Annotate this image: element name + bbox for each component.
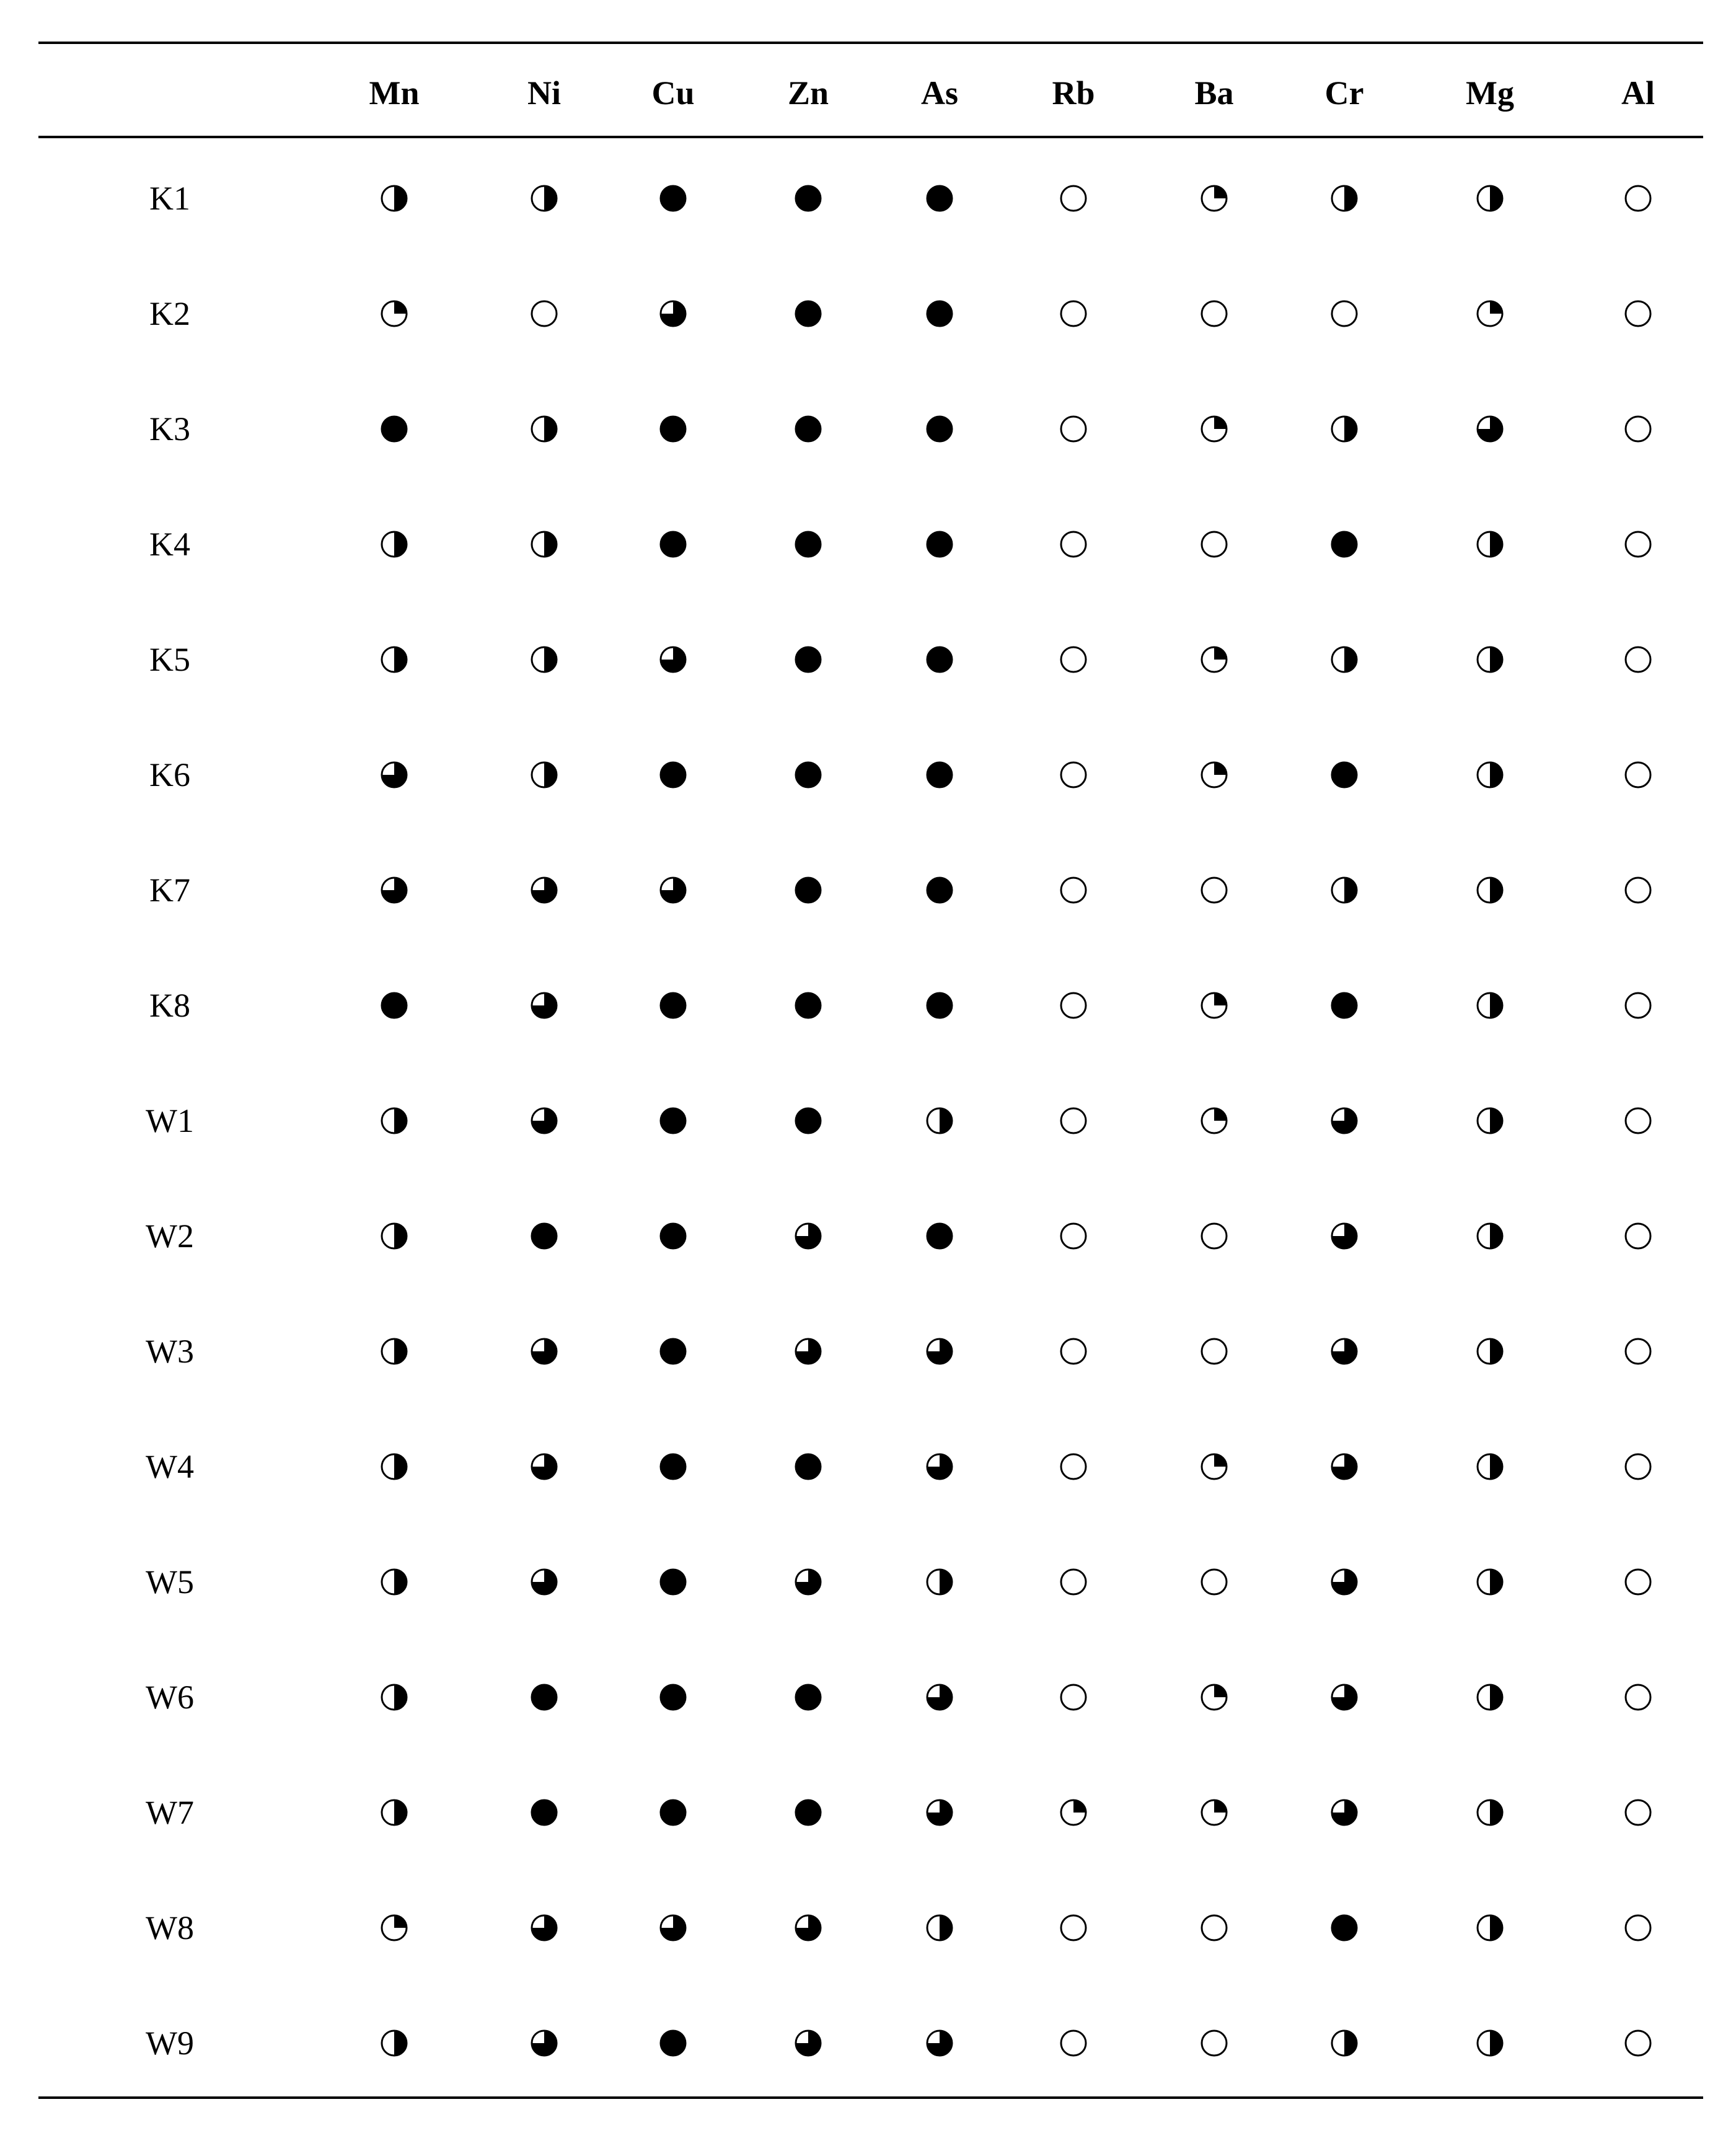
three-quarter-circle-icon bbox=[794, 1222, 822, 1250]
half-circle-icon bbox=[1330, 415, 1359, 443]
three-quarter-circle-icon bbox=[925, 1337, 954, 1366]
full-circle-icon bbox=[1330, 1914, 1359, 1942]
half-circle-icon bbox=[380, 1798, 408, 1827]
full-circle-icon bbox=[380, 415, 408, 443]
empty-circle-icon bbox=[1059, 761, 1088, 789]
three-quarter-circle-icon bbox=[794, 1914, 822, 1942]
three-quarter-circle-icon bbox=[659, 645, 687, 674]
empty-circle-icon bbox=[1200, 876, 1228, 904]
full-circle-icon bbox=[659, 1222, 687, 1250]
quarter-circle-icon bbox=[1059, 1798, 1088, 1827]
empty-circle-icon bbox=[1624, 184, 1652, 213]
empty-circle-icon bbox=[1624, 1452, 1652, 1481]
full-circle-icon bbox=[925, 761, 954, 789]
empty-circle-icon bbox=[1624, 2029, 1652, 2057]
three-quarter-circle-icon bbox=[925, 2029, 954, 2057]
three-quarter-circle-icon bbox=[1476, 415, 1504, 443]
empty-circle-icon bbox=[1059, 1222, 1088, 1250]
full-circle-icon bbox=[659, 1683, 687, 1711]
row-label: K2 bbox=[149, 295, 190, 332]
column-header-cr: Cr bbox=[1324, 74, 1364, 112]
row-label: W4 bbox=[146, 1448, 194, 1485]
half-circle-icon bbox=[380, 1452, 408, 1481]
empty-circle-icon bbox=[1624, 530, 1652, 559]
half-circle-icon bbox=[1476, 1568, 1504, 1596]
half-circle-icon bbox=[1330, 2029, 1359, 2057]
three-quarter-circle-icon bbox=[1330, 1568, 1359, 1596]
empty-circle-icon bbox=[1059, 184, 1088, 213]
empty-circle-icon bbox=[1059, 1914, 1088, 1942]
full-circle-icon bbox=[794, 761, 822, 789]
empty-circle-icon bbox=[1059, 1106, 1088, 1135]
full-circle-icon bbox=[659, 991, 687, 1020]
empty-circle-icon bbox=[1624, 1568, 1652, 1596]
full-circle-icon bbox=[659, 1337, 687, 1366]
row-label: K5 bbox=[149, 641, 190, 678]
half-circle-icon bbox=[1476, 1914, 1504, 1942]
full-circle-icon bbox=[794, 299, 822, 328]
row-label: K7 bbox=[149, 872, 190, 909]
quarter-circle-icon bbox=[1200, 761, 1228, 789]
full-circle-icon bbox=[659, 1798, 687, 1827]
three-quarter-circle-icon bbox=[1330, 1683, 1359, 1711]
full-circle-icon bbox=[1330, 991, 1359, 1020]
three-quarter-circle-icon bbox=[925, 1798, 954, 1827]
full-circle-icon bbox=[659, 415, 687, 443]
row-label: W1 bbox=[146, 1102, 194, 1139]
three-quarter-circle-icon bbox=[659, 1914, 687, 1942]
half-circle-icon bbox=[380, 645, 408, 674]
column-header-rb: Rb bbox=[1052, 74, 1095, 112]
three-quarter-circle-icon bbox=[925, 1452, 954, 1481]
empty-circle-icon bbox=[1624, 876, 1652, 904]
empty-circle-icon bbox=[1624, 1683, 1652, 1711]
empty-circle-icon bbox=[1059, 1683, 1088, 1711]
quarter-circle-icon bbox=[1200, 415, 1228, 443]
full-circle-icon bbox=[925, 415, 954, 443]
empty-circle-icon bbox=[1059, 991, 1088, 1020]
quarter-circle-icon bbox=[1200, 184, 1228, 213]
half-circle-icon bbox=[530, 530, 558, 559]
row-label: W6 bbox=[146, 1679, 194, 1716]
half-circle-icon bbox=[1476, 761, 1504, 789]
column-header-zn: Zn bbox=[787, 74, 829, 112]
empty-circle-icon bbox=[1059, 645, 1088, 674]
three-quarter-circle-icon bbox=[1330, 1798, 1359, 1827]
empty-circle-icon bbox=[1330, 299, 1359, 328]
half-circle-icon bbox=[380, 1106, 408, 1135]
half-circle-icon bbox=[925, 1106, 954, 1135]
quarter-circle-icon bbox=[1200, 645, 1228, 674]
three-quarter-circle-icon bbox=[659, 876, 687, 904]
empty-circle-icon bbox=[1200, 1222, 1228, 1250]
full-circle-icon bbox=[794, 1798, 822, 1827]
quarter-circle-icon bbox=[1200, 991, 1228, 1020]
half-circle-icon bbox=[1476, 645, 1504, 674]
quarter-circle-icon bbox=[380, 299, 408, 328]
full-circle-icon bbox=[530, 1222, 558, 1250]
three-quarter-circle-icon bbox=[530, 1914, 558, 1942]
empty-circle-icon bbox=[1200, 1568, 1228, 1596]
quarter-circle-icon bbox=[380, 1914, 408, 1942]
three-quarter-circle-icon bbox=[1330, 1452, 1359, 1481]
full-circle-icon bbox=[794, 991, 822, 1020]
full-circle-icon bbox=[794, 876, 822, 904]
half-circle-icon bbox=[380, 1337, 408, 1366]
three-quarter-circle-icon bbox=[794, 1568, 822, 1596]
three-quarter-circle-icon bbox=[530, 1568, 558, 1596]
full-circle-icon bbox=[380, 991, 408, 1020]
empty-circle-icon bbox=[1200, 1914, 1228, 1942]
empty-circle-icon bbox=[1624, 761, 1652, 789]
three-quarter-circle-icon bbox=[380, 876, 408, 904]
empty-circle-icon bbox=[1059, 1337, 1088, 1366]
three-quarter-circle-icon bbox=[794, 2029, 822, 2057]
full-circle-icon bbox=[925, 1222, 954, 1250]
three-quarter-circle-icon bbox=[925, 1683, 954, 1711]
half-circle-icon bbox=[380, 1683, 408, 1711]
full-circle-icon bbox=[659, 1568, 687, 1596]
empty-circle-icon bbox=[1624, 299, 1652, 328]
column-header-as: As bbox=[920, 74, 959, 112]
three-quarter-circle-icon bbox=[1330, 1106, 1359, 1135]
row-label: K8 bbox=[149, 987, 190, 1024]
quarter-circle-icon bbox=[1476, 299, 1504, 328]
half-circle-icon bbox=[1476, 1683, 1504, 1711]
empty-circle-icon bbox=[1059, 415, 1088, 443]
three-quarter-circle-icon bbox=[530, 1452, 558, 1481]
empty-circle-icon bbox=[1200, 1337, 1228, 1366]
three-quarter-circle-icon bbox=[530, 1106, 558, 1135]
empty-circle-icon bbox=[1624, 415, 1652, 443]
column-header-mg: Mg bbox=[1466, 74, 1514, 112]
half-circle-icon bbox=[1476, 876, 1504, 904]
row-label: W9 bbox=[146, 2025, 194, 2062]
three-quarter-circle-icon bbox=[1330, 1337, 1359, 1366]
three-quarter-circle-icon bbox=[380, 761, 408, 789]
table-header-rule bbox=[38, 136, 1703, 138]
half-circle-icon bbox=[380, 184, 408, 213]
half-circle-icon bbox=[530, 184, 558, 213]
empty-circle-icon bbox=[1624, 1222, 1652, 1250]
empty-circle-icon bbox=[1059, 1452, 1088, 1481]
half-circle-icon bbox=[1476, 1798, 1504, 1827]
half-circle-icon bbox=[530, 645, 558, 674]
empty-circle-icon bbox=[1624, 1337, 1652, 1366]
three-quarter-circle-icon bbox=[1330, 1222, 1359, 1250]
half-circle-icon bbox=[1476, 991, 1504, 1020]
three-quarter-circle-icon bbox=[659, 299, 687, 328]
full-circle-icon bbox=[659, 1452, 687, 1481]
half-circle-icon bbox=[380, 2029, 408, 2057]
row-label: W8 bbox=[146, 1909, 194, 1946]
three-quarter-circle-icon bbox=[530, 2029, 558, 2057]
full-circle-icon bbox=[925, 299, 954, 328]
empty-circle-icon bbox=[1624, 991, 1652, 1020]
half-circle-icon bbox=[925, 1568, 954, 1596]
column-header-mn: Mn bbox=[369, 74, 420, 112]
empty-circle-icon bbox=[1059, 1568, 1088, 1596]
empty-circle-icon bbox=[1200, 530, 1228, 559]
table-top-rule bbox=[38, 42, 1703, 44]
three-quarter-circle-icon bbox=[530, 991, 558, 1020]
empty-circle-icon bbox=[1624, 1798, 1652, 1827]
quarter-circle-icon bbox=[1200, 1106, 1228, 1135]
full-circle-icon bbox=[1330, 530, 1359, 559]
row-label: W2 bbox=[146, 1217, 194, 1255]
row-label: W3 bbox=[146, 1333, 194, 1370]
full-circle-icon bbox=[925, 991, 954, 1020]
half-circle-icon bbox=[1476, 184, 1504, 213]
row-label: K3 bbox=[149, 410, 190, 448]
full-circle-icon bbox=[530, 1683, 558, 1711]
column-header-ni: Ni bbox=[527, 74, 561, 112]
empty-circle-icon bbox=[1624, 1914, 1652, 1942]
row-label: W5 bbox=[146, 1563, 194, 1601]
half-circle-icon bbox=[380, 1568, 408, 1596]
empty-circle-icon bbox=[530, 299, 558, 328]
full-circle-icon bbox=[794, 530, 822, 559]
empty-circle-icon bbox=[1624, 1106, 1652, 1135]
full-circle-icon bbox=[925, 530, 954, 559]
half-circle-icon bbox=[1476, 1106, 1504, 1135]
half-circle-icon bbox=[1476, 530, 1504, 559]
three-quarter-circle-icon bbox=[530, 876, 558, 904]
table-bottom-rule bbox=[38, 2096, 1703, 2099]
full-circle-icon bbox=[794, 415, 822, 443]
half-circle-icon bbox=[925, 1914, 954, 1942]
half-circle-icon bbox=[1330, 876, 1359, 904]
full-circle-icon bbox=[925, 184, 954, 213]
full-circle-icon bbox=[925, 876, 954, 904]
full-circle-icon bbox=[659, 184, 687, 213]
quarter-circle-icon bbox=[1200, 1683, 1228, 1711]
empty-circle-icon bbox=[1624, 645, 1652, 674]
full-circle-icon bbox=[659, 530, 687, 559]
half-circle-icon bbox=[1476, 1337, 1504, 1366]
full-circle-icon bbox=[659, 761, 687, 789]
empty-circle-icon bbox=[1059, 530, 1088, 559]
half-circle-icon bbox=[1476, 2029, 1504, 2057]
empty-circle-icon bbox=[1059, 876, 1088, 904]
quarter-circle-icon bbox=[1200, 1452, 1228, 1481]
half-circle-icon bbox=[530, 761, 558, 789]
half-circle-icon bbox=[1476, 1452, 1504, 1481]
half-circle-icon bbox=[1476, 1222, 1504, 1250]
row-label: K4 bbox=[149, 526, 190, 563]
half-circle-icon bbox=[380, 1222, 408, 1250]
empty-circle-icon bbox=[1059, 299, 1088, 328]
column-header-al: Al bbox=[1621, 74, 1655, 112]
half-circle-icon bbox=[1330, 184, 1359, 213]
full-circle-icon bbox=[659, 2029, 687, 2057]
row-label: W7 bbox=[146, 1794, 194, 1831]
column-header-ba: Ba bbox=[1194, 74, 1234, 112]
full-circle-icon bbox=[1330, 761, 1359, 789]
half-circle-icon bbox=[530, 415, 558, 443]
full-circle-icon bbox=[530, 1798, 558, 1827]
three-quarter-circle-icon bbox=[794, 1337, 822, 1366]
quarter-circle-icon bbox=[1200, 1798, 1228, 1827]
empty-circle-icon bbox=[1200, 299, 1228, 328]
empty-circle-icon bbox=[1059, 2029, 1088, 2057]
half-circle-icon bbox=[1330, 645, 1359, 674]
column-header-cu: Cu bbox=[651, 74, 695, 112]
half-circle-icon bbox=[380, 530, 408, 559]
row-label: K1 bbox=[149, 180, 190, 217]
empty-circle-icon bbox=[1200, 2029, 1228, 2057]
full-circle-icon bbox=[925, 645, 954, 674]
full-circle-icon bbox=[659, 1106, 687, 1135]
row-label: K6 bbox=[149, 756, 190, 793]
full-circle-icon bbox=[794, 1683, 822, 1711]
full-circle-icon bbox=[794, 184, 822, 213]
full-circle-icon bbox=[794, 1452, 822, 1481]
three-quarter-circle-icon bbox=[530, 1337, 558, 1366]
full-circle-icon bbox=[794, 645, 822, 674]
full-circle-icon bbox=[794, 1106, 822, 1135]
